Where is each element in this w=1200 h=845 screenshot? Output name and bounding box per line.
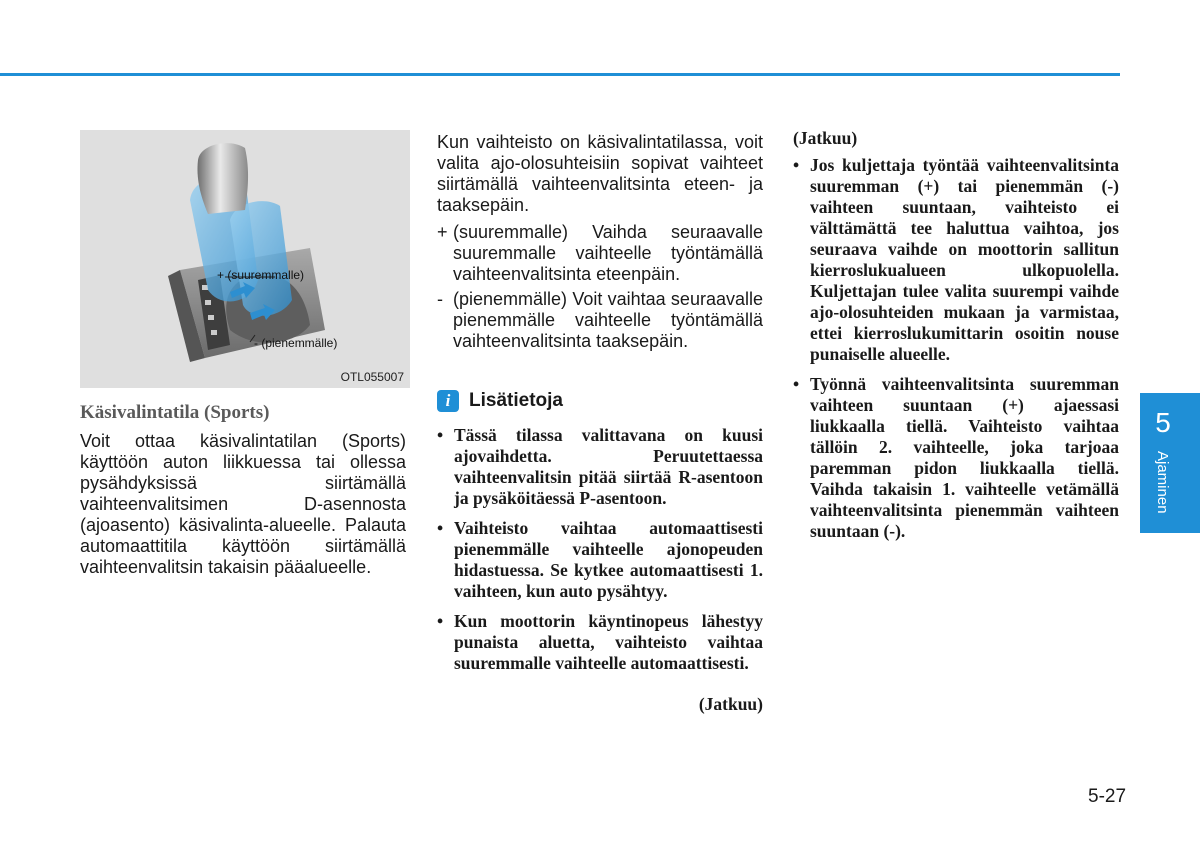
figure-code: OTL055007: [340, 370, 404, 384]
chapter-label: Ajaminen: [1154, 451, 1171, 514]
list-item: [437, 425, 763, 509]
section-paragraph: Voit ottaa käsivalintatilan (Sports) käyttöön auton liikkuessa tai ollessa pysähdyksissä siirtämällä vaihteenvalitsimen D-asennosta (ajoasento) käsivalinta-alueelle. Palauta automaattitila käyttöön siirtämällä vaihteenvalitsin takaisin pääalueelle.: [80, 431, 406, 577]
chapter-number: 5: [1155, 407, 1171, 438]
bullet-marker: •: [437, 425, 444, 445]
bullet-marker: •: [437, 611, 444, 631]
upshift-label: + (suuremmalle): [217, 268, 305, 282]
info-icon: i: [437, 390, 459, 412]
list-item: [793, 155, 1119, 365]
list-item: [437, 611, 763, 674]
list-item: [793, 374, 1119, 542]
continued-heading: (Jatkuu): [793, 128, 858, 148]
bullet-text: Vaihteisto vaihtaa automaattisesti pienemmälle vaihteelle ajonopeuden hidastuessa. Se kytkee automaattisesti 1. vaihteen, kun auto pysähtyy.: [454, 518, 763, 601]
left-column: [80, 402, 406, 578]
gear-shifter-illustration: [80, 130, 410, 388]
info-bullet-list: [437, 425, 763, 683]
list-item: [437, 518, 763, 602]
bullet-text: Työnnä vaihteenvalitsinta suuremman vaihteen suuntaan (+) ajaessasi liukkaalla tiellä. Vaihteisto vaihtaa tällöin 2. vaihteelle, joka tarjoaa paremman pidon liukkaalla tiellä. Vaihda takaisin 1. vaihteelle vetämällä vaihteenvalitsinta pienemmän vaihteen suuntaan (-).: [810, 374, 1119, 541]
page-number: 5-27: [1088, 786, 1127, 807]
minus-text: (pienemmälle) Voit vaihtaa seuraavalle pienemmälle vaihteelle työntämällä vaihteenvalitsinta taaksepäin.: [453, 289, 763, 351]
gear-shifter-figure: [80, 130, 410, 388]
downshift-label: - (pienemmälle): [254, 336, 338, 350]
info-header: [437, 390, 563, 412]
header-rule: [0, 73, 1120, 76]
middle-column: [437, 132, 763, 352]
intro-paragraph: Kun vaihteisto on käsivalintatilassa, voit valita ajo-olosuhteisiin sopivat vaihteet siirtämällä vaihteenvalitsinta eteen- ja taaksepäin.: [437, 132, 763, 215]
continued-note: (Jatkuu): [698, 694, 763, 714]
minus-marker: -: [437, 289, 443, 309]
bullet-text: Jos kuljettaja työntää vaihteenvalitsinta suuremman (+) tai pienemmän (-) vaihteen suuntaan, vaihteisto ei välttämättä tee haluttua vaihtoa, jos seuraava vaihde on moottorin sallitun kierroslukualueen ulkopuolella. Kuljettajan tulee valita suurempi vaihde ajo-olosuhteiden mukaan ja varmistaa, ettei kierroslukumittarin osoitin nouse punaiselle alueelle.: [810, 155, 1119, 364]
bullet-text: Tässä tilassa valittavana on kuusi ajovaihdetta. Peruutettaessa vaihteenvalitsin pitää siirtää R-asentoon ja pysäköitäessä P-asentoon.: [454, 425, 763, 508]
minus-item: [437, 289, 763, 352]
chapter-tab: [1140, 393, 1200, 533]
bullet-text: Kun moottorin käyntinopeus lähestyy punaista aluetta, vaihteisto vaihtaa suuremmalle vaihteelle automaattisesti.: [454, 611, 763, 673]
plus-text: (suuremmalle) Vaihda seuraavalle suuremmalle vaihteelle työntämällä vaihteenvalitsinta eteenpäin.: [453, 222, 763, 284]
info-title: Lisätietoja: [469, 390, 563, 411]
bullet-marker: •: [437, 518, 444, 538]
section-heading: Käsivalintatila (Sports): [80, 402, 270, 423]
bullet-marker: •: [793, 155, 800, 175]
right-bullet-list: [793, 155, 1119, 551]
plus-marker: +: [437, 222, 448, 242]
plus-item: [437, 222, 763, 285]
bullet-marker: •: [793, 374, 800, 394]
